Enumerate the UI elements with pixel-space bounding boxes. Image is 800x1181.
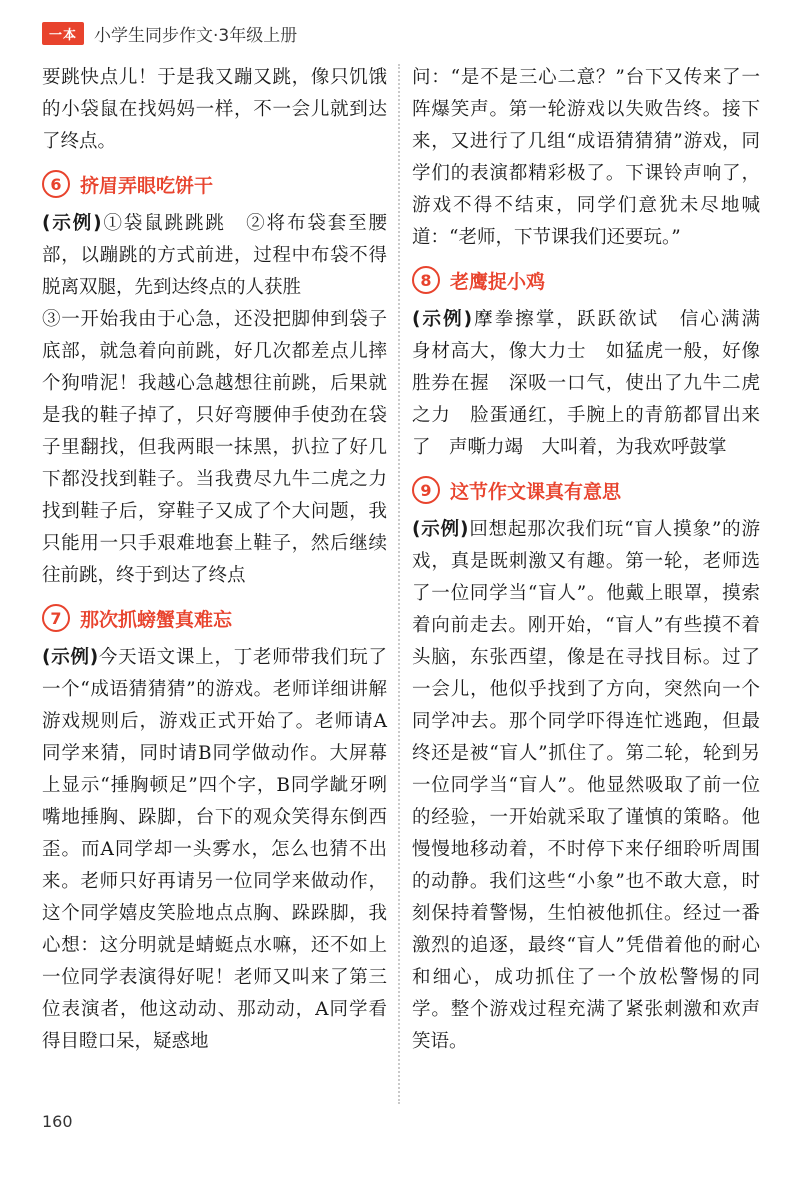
section-6-paragraph-1 xyxy=(42,208,387,304)
section-7-text: 今天语文课上，丁老师带我们玩了一个“成语猜猜猜”的游戏。老师详细讲解游戏规则后，游戏正式开始了。老师请A同学来猜，同时请B同学做动作。大屏幕上显示“捶胸顿足”四个字，B同学龇牙咧嘴地捶胸、跺脚，台下的观众笑得东倒西歪。而A同学却一头雾水，怎么也猜不出来。老师只好再请另一位同学来做动作，这个同学嬉皮笑脸地点点胸、跺跺脚，我心想：这分明就是蜻蜓点水嘛，还不如上一位同学表演得好呢！老师又叫来了第三位表演者，他这动动、那动动，A同学看得目瞪口呆，疑惑地 xyxy=(42,647,387,1052)
left-column xyxy=(42,62,387,1058)
section-7-paragraph xyxy=(42,642,387,1058)
section-7-heading xyxy=(42,600,387,636)
section-9-paragraph xyxy=(412,514,760,1058)
page-header xyxy=(42,18,297,48)
page-number: 160 xyxy=(42,1112,73,1131)
section-number-badge: 9 xyxy=(412,476,440,504)
example-label: (示例) xyxy=(42,213,102,234)
intro-paragraph: 要跳快点儿！于是我又蹦又跳，像只饥饿的小袋鼠在找妈妈一样，不一会儿就到达了终点。 xyxy=(42,67,387,152)
section-title: 这节作文课真有意思 xyxy=(450,480,622,503)
section-number-badge: 6 xyxy=(42,170,70,198)
section-number-badge: 7 xyxy=(42,604,70,632)
section-title: 那次抓螃蟹真难忘 xyxy=(80,608,233,631)
book-title: 小学生同步作文·3年级上册 xyxy=(94,25,298,46)
section-9-text: 回想起那次我们玩“盲人摸象”的游戏，真是既刺激又有趣。第一轮，老师选了一位同学当“盲人”。他戴上眼罩，摸索着向前走去。刚开始，“盲人”有些摸不着头脑，东张西望，像是在寻找目标。过了一会儿，他似乎找到了方向，突然向一个同学冲去。那个同学吓得连忙逃跑，但最终还是被“盲人”抓住了。第二轮，轮到另一位同学当“盲人”。他显然吸取了前一位的经验，一开始就采取了谨慎的策略。他慢慢地移动着，不时停下来仔细聆听周围的动静。我们这些“小象”也不敢大意，时刻保持着警惕，生怕被他抓住。经过一番激烈的追逐，最终“盲人”凭借着他的耐心和细心，成功抓住了一个放松警惕的同学。整个游戏过程充满了紧张刺激和欢声笑语。 xyxy=(412,519,760,1052)
example-label: (示例) xyxy=(42,647,99,668)
example-label: (示例) xyxy=(412,309,473,330)
right-column xyxy=(412,62,779,1058)
section-6-text-1: ①袋鼠跳跳跳 ②将布袋套至腰部，以蹦跳的方式前进，过程中布袋不得脱离双腿，先到达终点的人获胜 xyxy=(42,213,387,298)
section-8-paragraph xyxy=(412,304,779,464)
example-label: (示例) xyxy=(412,519,469,540)
section-8-heading xyxy=(412,262,760,298)
section-6-heading xyxy=(42,166,387,202)
brand-badge: 一本 xyxy=(42,22,84,45)
section-number-badge: 8 xyxy=(412,266,440,294)
section-9-heading xyxy=(412,472,760,508)
section-title: 老鹰捉小鸡 xyxy=(450,270,546,293)
section-6-paragraph-2: ③一开始我由于心急，还没把脚伸到袋子底部，就急着向前跳，好几次都差点儿摔个狗啃泥！我越心急越想往前跳，后果就是我的鞋子掉了，只好弯腰伸手使劲在袋子里翻找，但我两眼一抹黑，扒拉了好几下都没找到鞋子。当我费尽九牛二虎之力找到鞋子后，穿鞋子又成了个大问题，我只能用一只手艰难地套上鞋子，然后继续往前跳，终于到达了终点 xyxy=(42,309,387,586)
column-divider xyxy=(398,64,400,1104)
continued-paragraph: 问：“是不是三心二意？”台下又传来了一阵爆笑声。第一轮游戏以失败告终。接下来，又进行了几组“成语猜猜猜”游戏，同学们的表演都精彩极了。下课铃声响了，游戏不得不结束，同学们意犹未尽地喊道：“老师，下节课我们还要玩。” xyxy=(412,67,760,248)
section-8-text: 摩拳擦掌，跃跃欲试 信心满满 身材高大，像大力士 如猛虎一般，好像胜券在握 深吸一口气，使出了九牛二虎之力 脸蛋通红，手腕上的青筋都冒出来了 声嘶力竭 大叫着，为我欢呼鼓掌 xyxy=(412,309,779,458)
section-title: 挤眉弄眼吃饼干 xyxy=(80,174,214,197)
